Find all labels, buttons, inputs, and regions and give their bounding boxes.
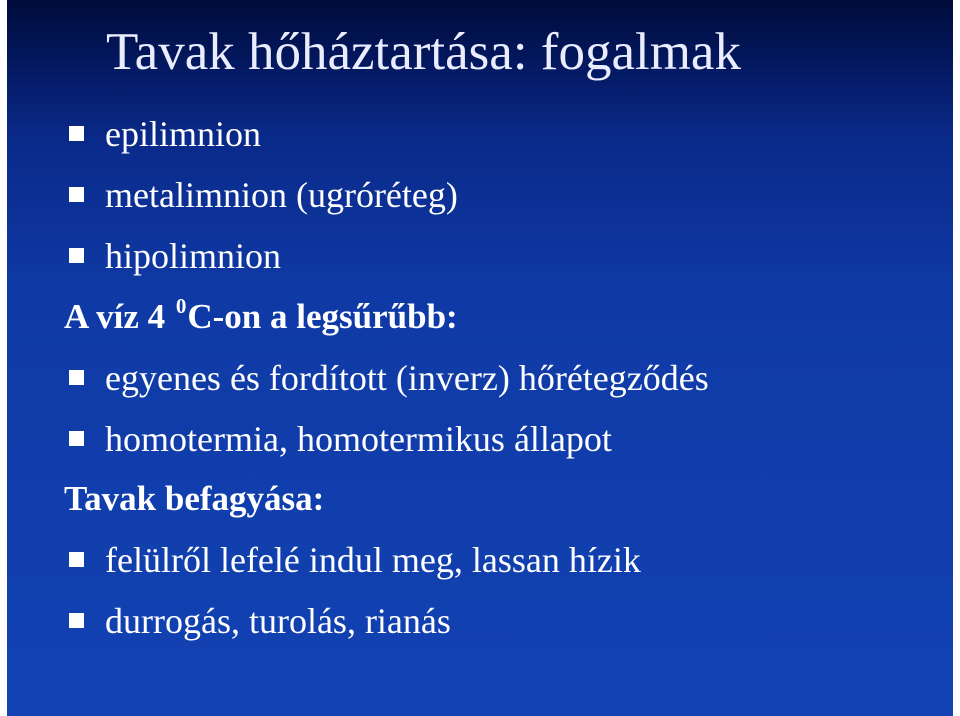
bullet-text: homotermia, homotermikus állapot [105,419,612,459]
square-bullet-icon [69,613,84,628]
bullet-text: epilimnion [105,114,261,154]
square-bullet-icon [69,552,84,567]
section-heading-freezing: Tavak befagyása: [64,479,325,518]
bullet-text: hipolimnion [105,236,282,276]
slide-title: Tavak hőháztartása: fogalmak [106,23,741,81]
bullet-item [69,601,451,641]
bullet-text: durrogás, turolás, rianás [105,601,451,641]
bullet-text: felülről lefelé indul meg, lassan hízik [105,540,641,580]
square-bullet-icon [69,126,84,141]
section-heading-density [64,294,458,337]
slide [7,0,953,716]
bullet-item [69,236,281,276]
bullet-item [69,540,641,580]
square-bullet-icon [69,187,84,202]
bullet-item [69,419,612,459]
heading-text-after: C-on a legsűrűbb: [187,297,458,336]
square-bullet-icon [69,248,84,263]
heading-text-before: A víz 4 [64,297,174,336]
bullet-item [69,114,261,154]
degree-superscript: 0 [175,294,187,319]
square-bullet-icon [69,370,84,385]
bullet-item [69,358,709,398]
bullet-text: egyenes és fordított (inverz) hőrétegződés [105,358,709,398]
bullet-text: metalimnion (ugróréteg) [105,175,458,215]
square-bullet-icon [69,431,84,446]
bullet-item [69,175,458,215]
